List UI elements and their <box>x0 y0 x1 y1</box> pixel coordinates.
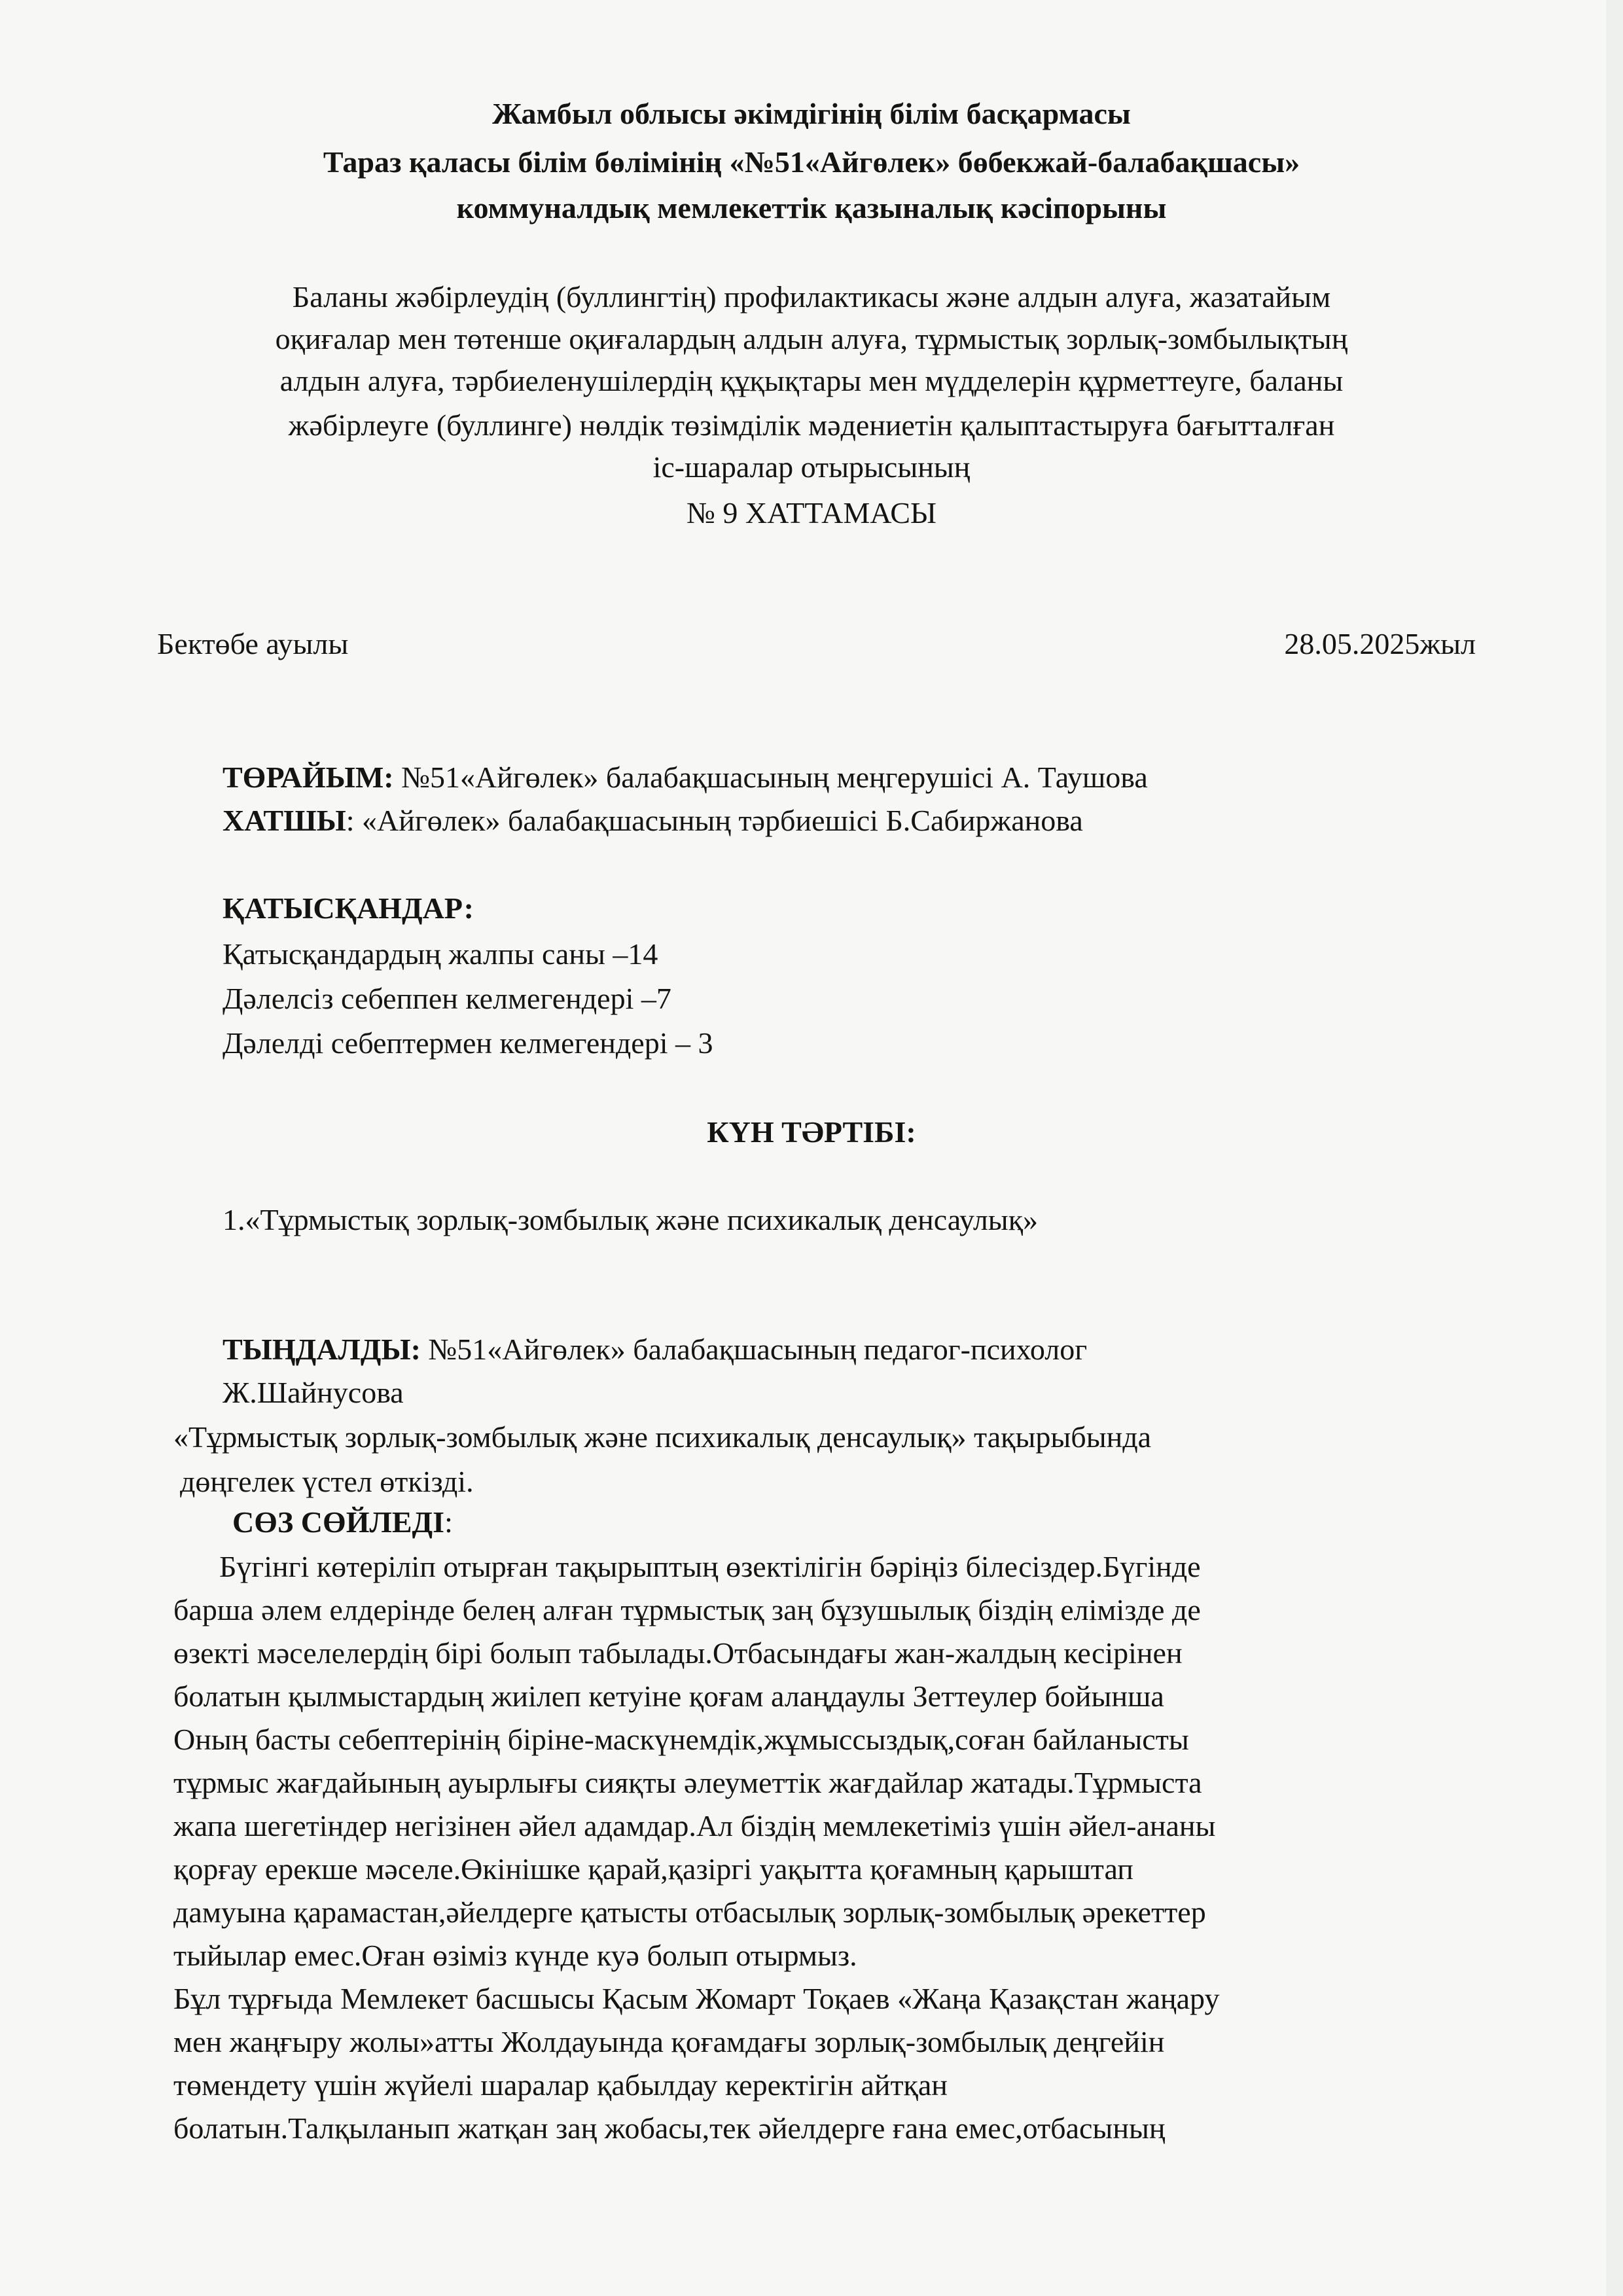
speech-line-6: тұрмыс жағдайының ауырлығы сияқты әлеуметтік жағдайлар жатады.Тұрмыста <box>173 1766 1202 1799</box>
attendance-label: ҚАТЫСҚАНДАР: <box>223 891 474 925</box>
attendance-absent-excused: Дәлелді себептермен келмегендері – 3 <box>223 1026 713 1060</box>
heard-name: Ж.Шайнусова <box>223 1376 404 1409</box>
speech-line-7: жапа шегетіндер негізінен әйел адамдар.Ал біздің мемлекетіміз үшін әйел-ананы <box>173 1809 1216 1842</box>
heard-desc-2: дөңгелек үстел өткізді. <box>180 1465 474 1498</box>
place: Бектөбе ауылы <box>157 627 349 660</box>
title-line-5: іс-шаралар отырысының <box>652 450 971 484</box>
org-header-line-3: коммуналдық мемлекеттік қазыналық кәсіпорыны <box>456 191 1167 224</box>
speech-label: СӨЗ СӨЙЛЕДІ <box>232 1505 445 1539</box>
speech-line-12: мен жаңғыру жолы»атты Жолдауында қоғамдағы зорлық-зомбылық деңгейін <box>173 2025 1165 2058</box>
org-header-line-1: Жамбыл облысы әкімдігінің білім басқармасы <box>492 97 1131 130</box>
secretary-value: : «Айгөлек» балабақшасының тәрбиешісі Б.Сабиржанова <box>346 804 1083 837</box>
speech-label-line <box>232 1501 453 1543</box>
speech-line-10: тыйылар емес.Оған өзіміз күнде куә болып отырмыз. <box>173 1939 857 1972</box>
heard-label: ТЫҢДАЛДЫ: <box>223 1333 421 1366</box>
secretary-label: ХАТШЫ <box>223 804 346 837</box>
speech-colon: : <box>444 1505 453 1539</box>
speech-line-9: дамуына қарамастан,әйелдерге қатысты отбасылық зорлық-зомбылық әрекеттер <box>173 1895 1206 1929</box>
agenda-label: КҮН ТӘРТІБІ: <box>707 1115 916 1149</box>
chair-label: ТӨРАЙЫМ: <box>223 761 394 794</box>
heard-value: №51«Айгөлек» балабақшасының педагог-психолог <box>420 1333 1088 1366</box>
attendance-absent-unexcused: Дәлелсіз себеппен келмегендері –7 <box>223 982 671 1015</box>
secretary-line <box>223 800 1083 842</box>
heard-desc-1: «Тұрмыстық зорлық-зомбылық және психикалық денсаулық» тақырыбында <box>173 1420 1152 1454</box>
date: 28.05.2025жыл <box>1284 627 1476 660</box>
chair-value: №51«Айгөлек» балабақшасының меңгерушісі А. Таушова <box>393 761 1148 794</box>
heard-line <box>223 1329 1087 1371</box>
speech-line-14: болатын.Талқыланып жатқан заң жобасы,тек әйелдерге ғана емес,отбасының <box>173 2111 1166 2145</box>
speech-line-13: төмендету үшін жүйелі шаралар қабылдау керектігін айтқан <box>173 2068 948 2102</box>
speech-line-8: қорғау ерекше мәселе.Өкінішке қарай,қазіргі уақытта қоғамның қарыштап <box>173 1852 1133 1886</box>
protocol-number: № 9 ХАТТАМАСЫ <box>686 496 937 529</box>
org-header-line-2: Тараз қаласы білім бөлімінің «№51«Айгөлек» бөбекжай-балабақшасы» <box>323 145 1300 179</box>
speech-line-2: барша әлем елдерінде белең алған тұрмыстық заң бұзушылық біздің елімізде де <box>173 1593 1201 1626</box>
attendance-total: Қатысқандардың жалпы саны –14 <box>223 937 658 971</box>
speech-line-1: Бүгінгі көтеріліп отырған тақырыптың өзектілігін бәріңіз білесіздер.Бүгінде <box>219 1550 1201 1583</box>
title-line-4: жәбірлеуге (буллинге) нөлдік төзімділік мәдениетін қалыптастыруға бағытталған <box>288 408 1335 442</box>
title-line-1: Баланы жәбірлеудің (буллингтің) профилактикасы және алдын алуға, жазатайым <box>292 280 1331 314</box>
speech-line-5: Оның басты себептерінің біріне-маскүнемдік,жұмыссыздық,соған байланысты <box>173 1723 1189 1756</box>
speech-line-11: Бұл тұрғыда Мемлекет басшысы Қасым Жомарт Тоқаев «Жаңа Қазақстан жаңару <box>173 1982 1220 2015</box>
title-line-2: оқиғалар мен төтенше оқиғалардың алдын алуға, тұрмыстық зорлық-зомбылықтың <box>275 322 1348 355</box>
scan-edge <box>1606 0 1623 2296</box>
title-line-3: алдын алуға, тәрбиеленушілердің құқықтары мен мүдделерін құрметтеуге, баланы <box>279 364 1344 397</box>
speech-line-4: болатын қылмыстардың жиілеп кетуіне қоғам алаңдаулы Зеттеулер бойынша <box>173 1679 1164 1713</box>
agenda-item-1: 1.«Тұрмыстық зорлық-зомбылық және психикалық денсаулық» <box>223 1203 1039 1236</box>
speech-line-3: өзекті мәселелердің бірі болып табылады.Отбасындағы жан-жалдың кесірінен <box>173 1636 1183 1670</box>
chair-line <box>223 757 1148 798</box>
